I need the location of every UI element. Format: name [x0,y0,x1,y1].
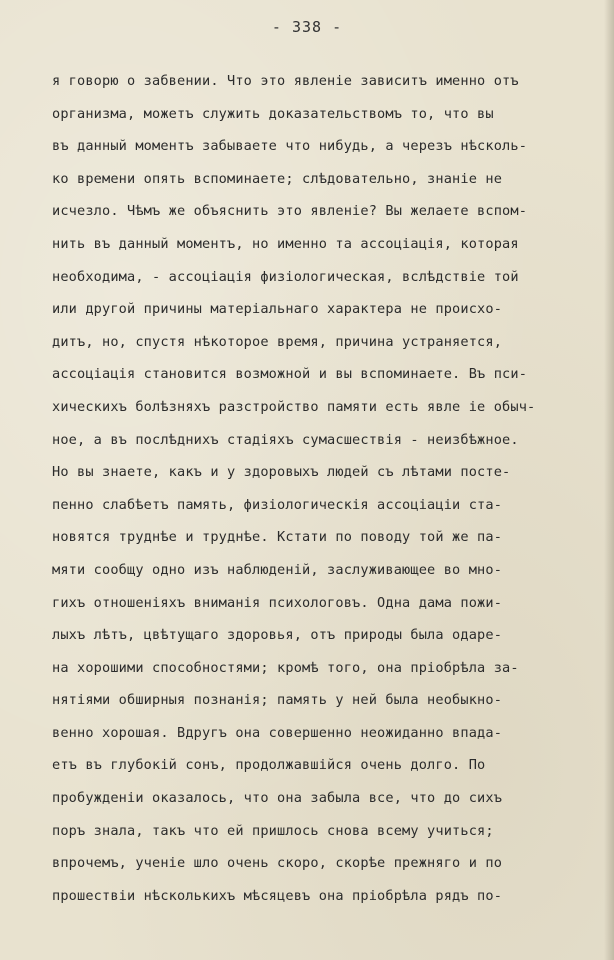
text-line: пенно слабѣетъ память, физіологическія ассоціаціи ста- [52,496,503,513]
text-line: ко времени опять вспоминаете; слѣдовательно, знаніе не [52,170,503,187]
text-line: нить въ данный моментъ, но именно та ассоціація, которая [52,235,519,252]
text-line: необходима, - ассоціація физіологическая, вслѣдствіе той [52,268,519,285]
text-line: хическихъ болѣзняхъ разстройство памяти есть явле іе обыч- [52,398,536,415]
text-line: дитъ, но, спустя нѣкоторое время, причина устраняется, [52,333,503,350]
text-line: нятіями обширныя познанія; память у ней была необыкно- [52,692,503,709]
text-line: въ данный моментъ забываете что нибудь, а черезъ нѣсколь- [52,138,528,155]
text-line: поръ знала, такъ что ей пришлось снова всему учиться; [52,822,494,839]
text-line: ассоціація становится возможной и вы вспоминаете. Въ пси- [52,366,528,383]
text-line: ное, а въ послѣднихъ стадіяхъ сумасшествія - неизбѣжное. [52,431,519,448]
text-line: или другой причины матеріальнаго характера не происхо- [52,301,503,318]
page-edge-shadow [604,0,614,960]
text-line: новятся труднѣе и труднѣе. Кстати по поводу той же па- [52,529,503,546]
body-text [52,65,582,912]
text-line: гихъ отношеніяхъ вниманія психологовъ. Одна дама пожи- [52,594,503,611]
text-line: пробужденіи оказалось, что она забыла все, что до сихъ [52,790,503,807]
text-line: исчезло. Чѣмъ же объяснить это явленіе? Вы желаете вспом- [52,203,528,220]
text-line: Но вы знаете, какъ и у здоровыхъ людей съ лѣтами посте- [52,464,511,481]
text-line: венно хорошая. Вдругъ она совершенно неожиданно впада- [52,724,503,741]
page-number: - 338 - [271,18,343,36]
text-line: я говорю о забвении. Что это явленіе зависитъ именно отъ [52,73,519,89]
text-line: лыхъ лѣтъ, цвѣтущаго здоровья, отъ природы была одаре- [52,627,503,644]
text-line: впрочемъ, ученіе шло очень скоро, скорѣе прежняго и по [52,855,503,872]
text-line: мяти сообщу одно изъ наблюденій, заслуживающее во мно- [52,561,503,578]
text-line: прошествіи нѣсколькихъ мѣсяцевъ она пріобрѣла рядъ по- [52,887,503,904]
text-line: етъ въ глубокій сонъ, продолжавшійся очень долго. По [52,757,486,774]
text-line: организма, можетъ служить доказательствомъ то, что вы [52,105,494,122]
text-line: на хорошими способностями; кромѣ того, она пріобрѣла за- [52,659,519,676]
